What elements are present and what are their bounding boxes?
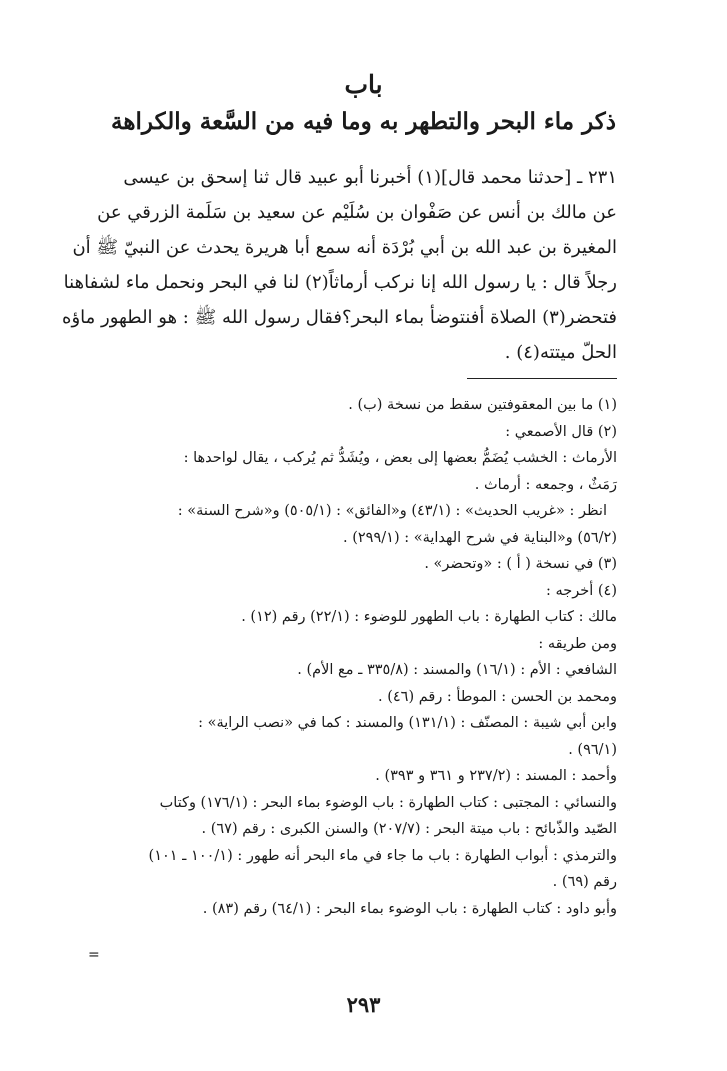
footnote-line: (٥٦/٢) و«البناية في شرح الهداية» : (٢٩٩/١) . xyxy=(343,529,617,546)
footnote-line: ومحمد بن الحسن : الموطأ : رقم (٤٦) . xyxy=(378,688,617,705)
section-heading: باب xyxy=(344,70,383,99)
footnote-line: (٩٦/١) . xyxy=(568,741,617,758)
body-line: المغيرة بن عبد الله بن أبي بُرْدَة أنه سمع أبا هريرة يحدث عن النبيّ ﷺ أن xyxy=(72,237,617,258)
body-line: ٢٣١ ـ [حدثنا محمد قال](١) أخبرنا أبو عبيد قال ثنا إسحق بن عيسى xyxy=(123,167,617,188)
footnote-line: الشافعي : الأم : (١٦/١) والمسند : (٣٣٥/٨ ـ مع الأم) . xyxy=(297,662,617,678)
body-line: فتحضر(٣) الصلاة أفنتوضأ بماء البحر؟فقال رسول الله ﷺ : هو الطهور ماؤه xyxy=(62,307,617,328)
footnote-line: رَمَثٌ ، وجمعه : أرماث . xyxy=(474,476,617,493)
hadith-body xyxy=(62,160,617,370)
footnote-line: والترمذي : أبواب الطهارة : باب ما جاء في ماء البحر أنه طهور : (١٠٠/١ ـ ١٠١) xyxy=(148,847,617,864)
footnote-line: الأرماث : الخشب يُضَمُّ بعضها إلى بعض ، ويُشَدُّ ثم يُركب ، يقال لواحدها : xyxy=(183,450,617,466)
chapter-title: ذكر ماء البحر والتطهر به وما فيه من السَّعة والكراهة xyxy=(111,108,616,135)
footnote-line: وابن أبي شيبة : المصنّف : (١٣١/١) والمسند : كما في «نصب الراية» : xyxy=(198,715,617,731)
footnotes xyxy=(17,392,617,922)
footnote-separator xyxy=(467,378,617,379)
body-line: رجلاً قال : يا رسول الله إنا نركب أرماثاً(٢) لنا في البحر ونحمل ماء لشفاهنا xyxy=(63,272,617,293)
body-line: الحلّ ميتته(٤) . xyxy=(504,342,617,363)
body-line: عن مالك بن أنس عن صَفْوان بن سُلَيْم عن سعيد بن سَلَمة الزرقي عن xyxy=(97,202,617,223)
footnote-line: وأحمد : المسند : (٢٣٧/٢ و ٣٦١ و ٣٩٣) . xyxy=(375,768,617,784)
footnote-line: (٢) قال الأصمعي : xyxy=(505,423,617,440)
footnote-line: وأبو داود : كتاب الطهارة : باب الوضوء بماء البحر : (٦٤/١) رقم (٨٣) . xyxy=(202,900,617,917)
footnote-line: مالك : كتاب الطهارة : باب الطهور للوضوء : (٢٢/١) رقم (١٢) . xyxy=(241,609,617,625)
footnote-line: ومن طريقه : xyxy=(538,635,617,652)
footnote-line: انظر : «غريب الحديث» : (٤٣/١) و«الفائق» : (٥٠٥/١) و«شرح السنة» : xyxy=(177,503,607,519)
continuation-mark: = xyxy=(88,947,100,963)
footnote-line: (٤) أخرجه : xyxy=(546,582,617,599)
footnote-line: رقم (٦٩) . xyxy=(552,874,617,890)
footnote-line: والنسائي : المجتبى : كتاب الطهارة : باب الوضوء بماء البحر : (١٧٦/١) وكتاب xyxy=(159,794,617,811)
page-number: ٢٩٣ xyxy=(346,992,381,1017)
footnote-line: (٣) في نسخة ( أ ) : «وتحضر» . xyxy=(424,556,617,572)
footnote-line: (١) ما بين المعقوفتين سقط من نسخة (ب) . xyxy=(348,397,617,413)
footnote-line: الصّيد والذّبائح : باب ميتة البحر : (٢٠٧/٧) والسنن الكبرى : رقم (٦٧) . xyxy=(201,821,617,837)
